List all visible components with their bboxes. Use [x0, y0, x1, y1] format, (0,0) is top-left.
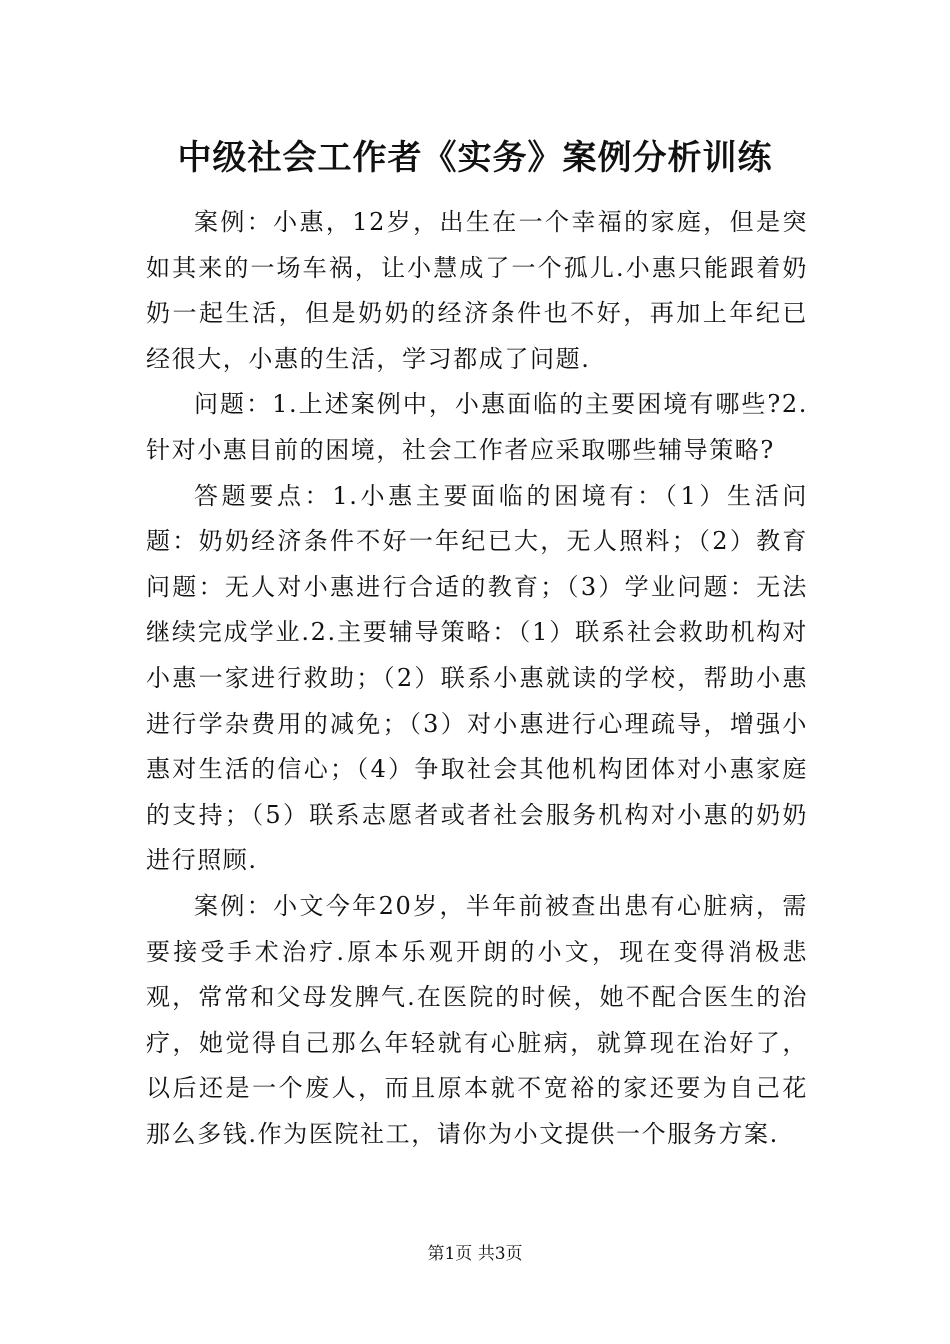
paragraph-questions: 问题：1.上述案例中，小惠面临的主要困境有哪些?2.针对小惠目前的困境，社会工作者应采取哪些辅导策略?	[146, 390, 808, 464]
document-title: 中级社会工作者《实务》案例分析训练	[177, 138, 773, 178]
page-number-footer: 第1页 共3页	[427, 1244, 523, 1264]
paragraph-case-2: 案例：小文今年20岁，半年前被查出患有心脏病，需要接受手术治疗.原本乐观开朗的小文，现在变得消极悲观，常常和父母发脾气.在医院的时候，她不配合医生的治疗，她觉得自己那么年轻就有心脏病，就算现在治好了，以后还是一个废人，而且原本就不宽裕的家还要为自己花那么多钱.作为医院社工，请你为小文提供一个服务方案.	[146, 891, 808, 1148]
paragraph-answer-points: 答题要点：1.小惠主要面临的困境有：（1）生活问题：奶奶经济条件不好一年纪已大，无人照料；（2）教育问题：无人对小惠进行合适的教育；（3）学业问题：无法继续完成学业.2.主要辅导策略：（1）联系社会救助机构对小惠一家进行救助；（2）联系小惠就读的学校，帮助小惠进行学杂费用的减免；（3）对小惠进行心理疏导，增强小惠对生活的信心；（4）争取社会其他机构团体对小惠家庭的支持；（5）联系志愿者或者社会服务机构对小惠的奶奶进行照顾.	[146, 481, 808, 875]
document-body	[146, 200, 808, 1157]
paragraph-case-1: 案例：小惠，12岁，出生在一个幸福的家庭，但是突如其来的一场车祸，让小慧成了一个孤儿.小惠只能跟着奶奶一起生活，但是奶奶的经济条件也不好，再加上年纪已经很大，小惠的生活，学习都成了问题.	[146, 208, 808, 373]
